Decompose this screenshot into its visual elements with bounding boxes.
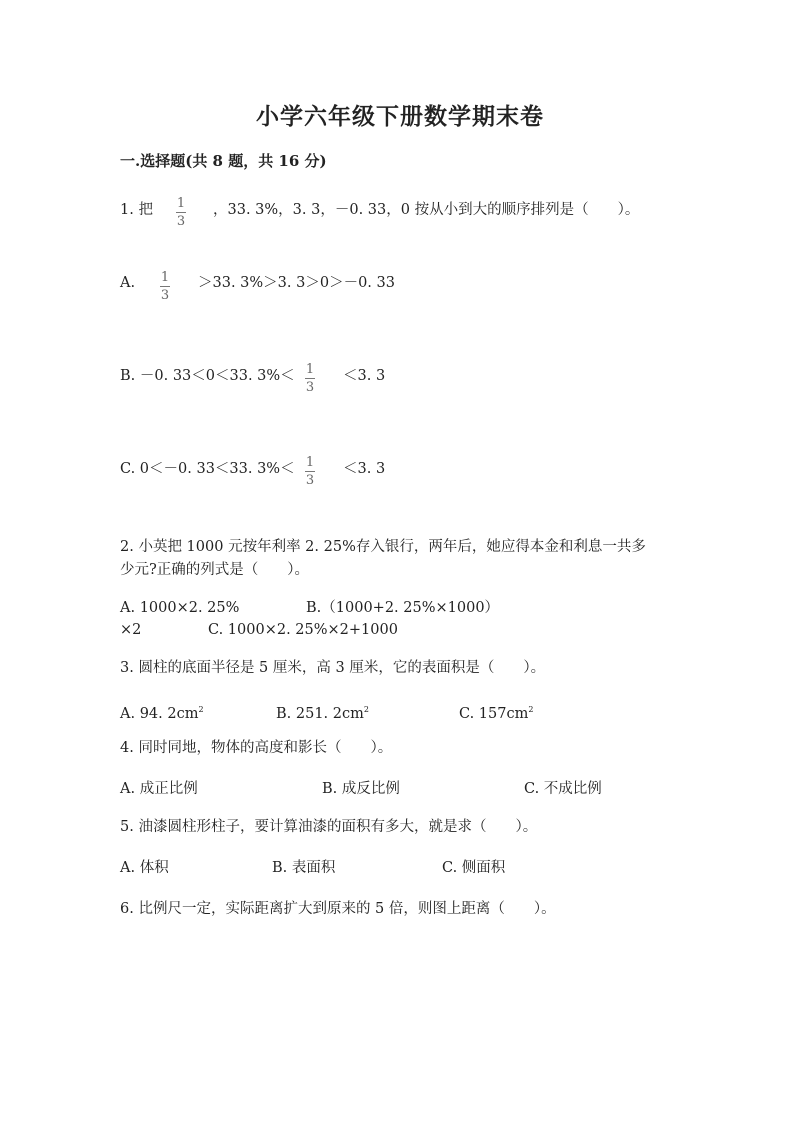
q3-option-b-text: B. 251. 2cm [276, 706, 364, 722]
q1-stem-suffix: ，33. 3%，3. 3，－0. 33，0 按从小到大的顺序排列是（ ）。 [213, 202, 640, 218]
fraction-bar [160, 286, 170, 287]
q5-option-c: C. 侧面积 [442, 860, 506, 876]
fraction-numerator: 1 [160, 270, 170, 285]
q2-stem-line-1: 2. 小英把 1000 元按年利率 2. 25%存入银行，两年后，她应得本金和利息一共多 [120, 539, 646, 555]
q3-option-b [276, 699, 369, 725]
q4-stem: 4. 同时同地，物体的高度和影长（ ）。 [120, 740, 393, 756]
q3-option-c-exponent: 2 [528, 705, 534, 714]
fraction-bar [305, 378, 315, 379]
q2-option-c: C. 1000×2. 25%×2+1000 [208, 622, 398, 638]
fraction-denominator: 3 [305, 380, 315, 395]
q3-option-b-exponent: 2 [363, 705, 369, 714]
q1-option-b-fraction [305, 363, 315, 394]
page-title: 小学六年级下册数学期末卷 [256, 103, 544, 130]
q4-option-a: A. 成正比例 [120, 781, 198, 797]
q1-option-a: ＞33. 3%＞3. 3＞0＞－0. 33 [198, 275, 395, 291]
q1-option-b: B. －0. 33＜0＜33. 3%＜ [120, 368, 295, 384]
q6-stem: 6. 比例尺一定，实际距离扩大到原来的 5 倍，则图上距离（ ）。 [120, 901, 556, 917]
fraction-numerator: 1 [305, 362, 315, 377]
q4-option-c: C. 不成比例 [524, 781, 602, 797]
q5-option-b: B. 表面积 [272, 860, 336, 876]
q3-stem: 3. 圆柱的底面半径是 5 厘米，高 3 厘米，它的表面积是（ ）。 [120, 660, 546, 676]
fraction-bar [176, 212, 186, 213]
q1-option-a-label: A. [120, 275, 136, 291]
q3-option-c-text: C. 157cm [459, 706, 529, 722]
fraction-bar [305, 471, 315, 472]
q2-option-a: A. 1000×2. 25% [120, 600, 240, 616]
q1-option-b-tail: ＜3. 3 [343, 368, 386, 384]
q1-option-c: C. 0＜－0. 33＜33. 3%＜ [120, 461, 295, 477]
q4-option-b: B. 成反比例 [322, 781, 400, 797]
q2-option-b: B.（1000+2. 25%×1000） [306, 600, 500, 616]
section-heading: 一.选择题(共 8 题，共 16 分) [120, 152, 327, 170]
q1-option-c-tail: ＜3. 3 [343, 461, 386, 477]
fraction-denominator: 3 [176, 214, 186, 229]
q1-option-a-fraction [160, 271, 170, 302]
fraction-numerator: 1 [176, 196, 186, 211]
q1-option-c-fraction [305, 456, 315, 487]
q3-option-c [459, 699, 533, 725]
q1-stem-prefix: 1. 把 [120, 202, 153, 218]
fraction-numerator: 1 [305, 455, 315, 470]
q1-fraction [176, 197, 186, 228]
q2-stem-line-2: 少元?正确的列式是（ ）。 [120, 562, 310, 578]
q5-stem: 5. 油漆圆柱形柱子，要计算油漆的面积有多大，就是求（ ）。 [120, 819, 538, 835]
fraction-denominator: 3 [160, 288, 170, 303]
fraction-denominator: 3 [305, 473, 315, 488]
q3-option-a [120, 699, 204, 725]
q2-option-b-continued: ×2 [120, 622, 142, 638]
q3-option-a-text: A. 94. 2cm [120, 706, 199, 722]
q5-option-a: A. 体积 [120, 860, 169, 876]
q3-option-a-exponent: 2 [198, 705, 204, 714]
